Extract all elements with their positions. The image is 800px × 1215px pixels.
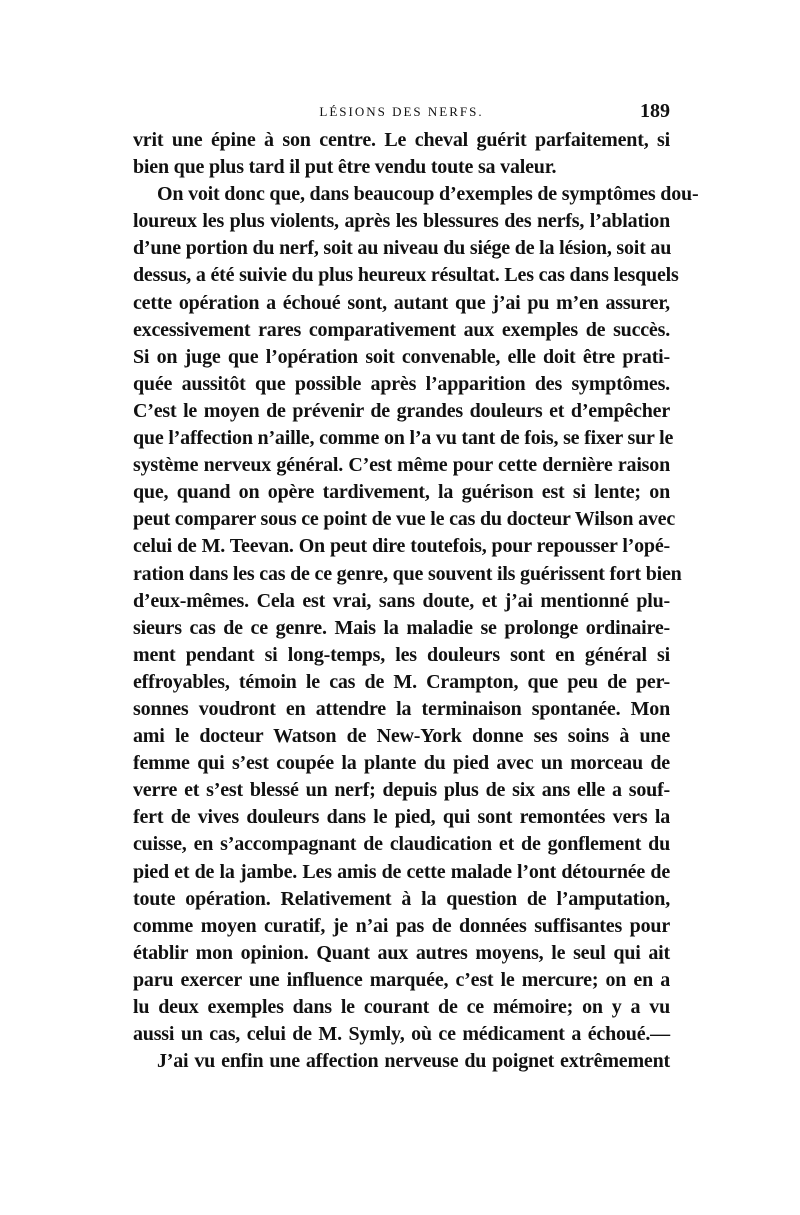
text-line: sonnes voudront en attendre la terminaison spontanée. Mon <box>133 697 670 720</box>
text-line: cuisse, en s’accompagnant de claudication et de gonflement du <box>133 833 670 856</box>
text-line: d’une portion du nerf, soit au niveau du siége de la lésion, soit au <box>133 237 672 260</box>
text-line: ami le docteur Watson de New-York donne ses soins à une <box>133 725 670 748</box>
text-line: ment pendant si long-temps, les douleurs sont en général si <box>133 643 670 666</box>
text-line: celui de M. Teevan. On peut dire toutefois, pour repousser l’opé- <box>133 535 670 558</box>
text-line: d’eux-mêmes. Cela est vrai, sans doute, et j’ai mentionné plu- <box>133 589 670 612</box>
text-line: fert de vives douleurs dans le pied, qui sont remontées vers la <box>133 806 670 829</box>
text-line: sieurs cas de ce genre. Mais la maladie se prolonge ordinaire- <box>133 616 670 639</box>
text-line: Si on juge que l’opération soit convenable, elle doit être prati- <box>133 345 670 368</box>
text-line: pied et de la jambe. Les amis de cette malade l’ont détournée de <box>133 860 670 883</box>
text-line: ration dans les cas de ce genre, que souvent ils guérissent fort bien <box>133 562 682 585</box>
text-line: que l’affection n’aille, comme on l’a vu tant de fois, se fixer sur le <box>133 427 674 450</box>
text-line: comme moyen curatif, je n’ai pas de données suffisantes pour <box>133 914 670 937</box>
text-line: que, quand on opère tardivement, la guérison est si lente; on <box>133 481 670 504</box>
text-line: toute opération. Relativement à la question de l’amputation, <box>133 887 670 910</box>
text-line: bien que plus tard il put être vendu toute sa valeur. <box>133 156 557 179</box>
page-number: 189 <box>640 100 670 122</box>
text-line: système nerveux général. C’est même pour cette dernière raison <box>133 454 670 477</box>
text-line: effroyables, témoin le cas de M. Crampton, que peu de per- <box>133 670 670 693</box>
text-line: peut comparer sous ce point de vue le cas du docteur Wilson avec <box>133 508 676 531</box>
running-title: LÉSIONS DES NERFS. <box>319 104 484 119</box>
running-head <box>133 100 670 124</box>
text-line: C’est le moyen de prévenir de grandes douleurs et d’empêcher <box>133 399 670 422</box>
text-line: On voit donc que, dans beaucoup d’exemples de symptômes dou- <box>157 183 699 206</box>
text-line: établir mon opinion. Quant aux autres moyens, le seul qui ait <box>133 941 670 964</box>
body-text <box>133 127 699 1075</box>
text-line: loureux les plus violents, après les blessures des nerfs, l’ablation <box>133 210 670 233</box>
text-line: lu deux exemples dans le courant de ce mémoire; on y a vu <box>133 996 670 1018</box>
text-line: J’ai vu enfin une affection nerveuse du poignet extrêmement <box>157 1050 670 1073</box>
text-line: dessus, a été suivie du plus heureux résultat. Les cas dans lesquels <box>133 264 679 287</box>
text-line: femme qui s’est coupée la plante du pied avec un morceau de <box>133 752 670 775</box>
text-line: vrit une épine à son centre. Le cheval guérit parfaitement, si <box>133 129 670 151</box>
text-line: quée aussitôt que possible après l’apparition des symptômes. <box>133 372 670 395</box>
text-line: verre et s’est blessé un nerf; depuis plus de six ans elle a souf- <box>133 779 670 802</box>
text-line: cette opération a échoué sont, autant que j’ai pu m’en assurer, <box>133 291 670 314</box>
text-line: excessivement rares comparativement aux exemples de succès. <box>133 318 670 341</box>
text-line: paru exercer une influence marquée, c’est le mercure; on en a <box>133 968 670 991</box>
text-line: aussi un cas, celui de M. Symly, où ce médicament a échoué.— <box>133 1023 670 1046</box>
